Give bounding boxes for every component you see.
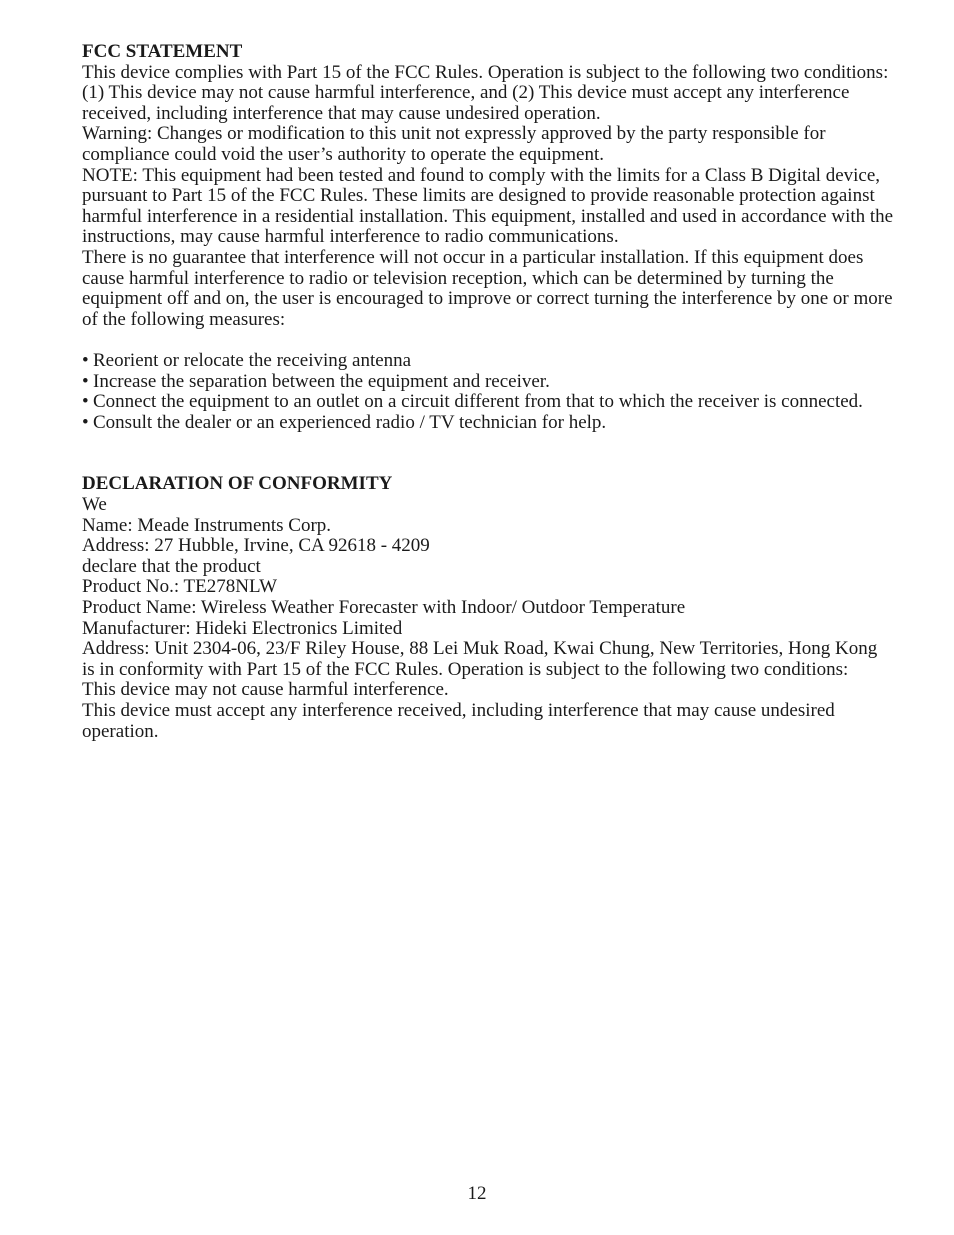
list-item [82, 392, 902, 413]
declaration-heading: DECLARATION OF CONFORMITY [82, 473, 393, 495]
bullet-icon: • [82, 349, 89, 371]
declaration-line: Address: Unit 2304-06, 23/F Riley House, 88 Lei Muk Road, Kwai Chung, New Territories, Hong Kong [82, 638, 878, 660]
fcc-statement-section [82, 42, 902, 433]
declaration-line: is in conformity with Part 15 of the FCC Rules. Operation is subject to the following two conditions: [82, 658, 849, 680]
list-item [82, 351, 902, 372]
page-number: 12 [467, 1183, 487, 1204]
document-page [82, 42, 902, 742]
spacer [82, 330, 902, 351]
bullet-icon: • [82, 370, 89, 392]
fcc-warning-paragraph: Warning: Changes or modification to this unit not expressly approved by the party responsible for compliance could void the user’s authority to operate the equipment. [82, 123, 826, 165]
fcc-statement-heading: FCC STATEMENT [82, 41, 243, 62]
measure-text: Consult the dealer or an experienced radio / TV technician for help. [93, 411, 607, 433]
fcc-compliance-paragraph: This device complies with Part 15 of the FCC Rules. Operation is subject to the following two conditions: (1) This device may not cause harmful interference, and (2) This device must accept any interference received, including interference that may cause undesired operation. [82, 61, 889, 124]
declaration-line: declare that the product [82, 555, 261, 577]
measure-text: Increase the separation between the equipment and receiver. [93, 370, 550, 392]
bullet-icon: • [82, 411, 89, 433]
list-item [82, 372, 902, 393]
bullet-icon: • [82, 391, 89, 413]
declaration-section [82, 474, 902, 742]
measures-list [82, 351, 902, 433]
declaration-line: Address: 27 Hubble, Irvine, CA 92618 - 4209 [82, 535, 430, 557]
declaration-line: We [82, 494, 107, 516]
declaration-line: Product Name: Wireless Weather Forecaster with Indoor/ Outdoor Temperature [82, 597, 686, 619]
measure-text: Reorient or relocate the receiving antenna [93, 349, 412, 371]
fcc-guarantee-paragraph: There is no guarantee that interference will not occur in a particular installation. If this equipment does cause harmful interference to radio or television reception, which can be determined by turning the equipment off and on, the user is encouraged to improve or correct turning the interference by one or more of the following measures: [82, 246, 893, 330]
measure-text: Connect the equipment to an outlet on a circuit different from that to which the receiver is connected. [93, 391, 863, 413]
declaration-line: This device must accept any interference received, including interference that may cause undesired operation. [82, 700, 835, 742]
fcc-note-paragraph: NOTE: This equipment had been tested and found to comply with the limits for a Class B Digital device, pursuant to Part 15 of the FCC Rules. These limits are designed to provide reasonable protection against harmful interference in a residential installation. This equipment, installed and used in accordance with the instructions, may cause harmful interference to radio communications. [82, 164, 894, 248]
declaration-line: Name: Meade Instruments Corp. [82, 514, 332, 536]
list-item [82, 413, 902, 434]
declaration-line: Manufacturer: Hideki Electronics Limited [82, 617, 403, 639]
spacer [82, 433, 902, 474]
declaration-line: Product No.: TE278NLW [82, 576, 278, 598]
declaration-line: This device may not cause harmful interference. [82, 679, 449, 701]
